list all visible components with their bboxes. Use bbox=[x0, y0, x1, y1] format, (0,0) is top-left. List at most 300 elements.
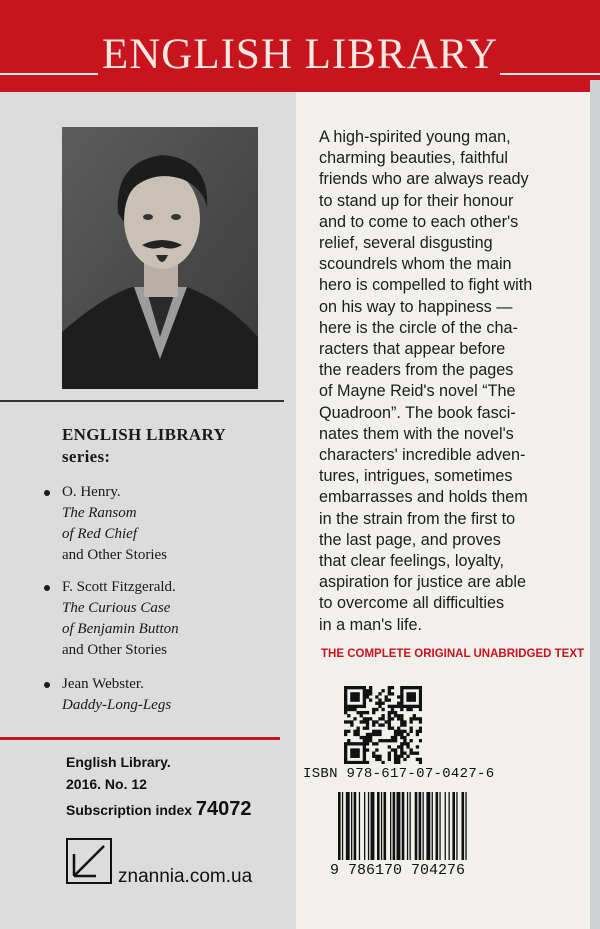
qr-module bbox=[385, 720, 388, 723]
qr-module bbox=[391, 727, 394, 730]
qr-module bbox=[400, 745, 403, 748]
qr-module bbox=[410, 752, 413, 755]
subscription-index bbox=[66, 798, 252, 821]
qr-module bbox=[388, 698, 391, 701]
qr-module bbox=[394, 733, 397, 736]
barcode-bar bbox=[445, 792, 446, 860]
publisher-site: znannia.com.ua bbox=[118, 866, 253, 887]
qr-module bbox=[378, 730, 381, 733]
book-title-line2: of Red Chief bbox=[62, 526, 137, 542]
blurb-line: aspiration for justice are able bbox=[319, 573, 526, 592]
qr-module bbox=[406, 745, 409, 748]
qr-module bbox=[391, 739, 394, 742]
qr-module bbox=[344, 708, 347, 711]
qr-module bbox=[397, 755, 400, 758]
qr-module bbox=[381, 723, 384, 726]
qr-module bbox=[388, 714, 391, 717]
qr-module bbox=[394, 714, 397, 717]
qr-module bbox=[406, 705, 409, 708]
qr-module bbox=[397, 761, 400, 764]
qr-module bbox=[391, 708, 394, 711]
blurb-line: the last page, and proves bbox=[319, 530, 501, 549]
qr-module bbox=[381, 708, 384, 711]
qr-module bbox=[394, 761, 397, 764]
qr-module bbox=[403, 723, 406, 726]
qr-module bbox=[344, 752, 347, 755]
qr-module bbox=[410, 717, 413, 720]
subscription-index-label: Subscription index bbox=[66, 802, 193, 818]
qr-module bbox=[397, 695, 400, 698]
blurb-line: here is the circle of the cha- bbox=[319, 318, 518, 337]
qr-module bbox=[397, 733, 400, 736]
qr-module bbox=[350, 686, 353, 689]
blurb-line: characters' incredible adven- bbox=[319, 446, 526, 465]
qr-module bbox=[356, 755, 359, 758]
qr-module bbox=[363, 698, 366, 701]
qr-module bbox=[363, 755, 366, 758]
blurb-line: nates them with the novel's bbox=[319, 424, 514, 443]
qr-module bbox=[419, 695, 422, 698]
qr-module bbox=[388, 739, 391, 742]
qr-module bbox=[363, 717, 366, 720]
barcode-bar bbox=[397, 792, 401, 860]
qr-module bbox=[356, 742, 359, 745]
qr-module bbox=[419, 739, 422, 742]
blurb-line: hero is compelled to fight with bbox=[319, 276, 533, 295]
blurb-line: that clear feelings, loyalty, bbox=[319, 552, 505, 571]
barcode-bar bbox=[364, 792, 365, 860]
qr-module bbox=[363, 739, 366, 742]
qr-module bbox=[363, 742, 366, 745]
qr-module bbox=[353, 733, 356, 736]
qr-module bbox=[410, 698, 413, 701]
qr-module bbox=[388, 723, 391, 726]
qr-module bbox=[360, 736, 363, 739]
qr-module bbox=[388, 686, 391, 689]
qr-module bbox=[394, 711, 397, 714]
section-divider bbox=[0, 400, 284, 402]
qr-module bbox=[378, 758, 381, 761]
barcode-bar bbox=[342, 792, 343, 860]
book-item bbox=[50, 482, 167, 566]
qr-module bbox=[366, 727, 369, 730]
qr-module bbox=[416, 758, 419, 761]
red-divider bbox=[0, 737, 280, 740]
barcode-bar bbox=[410, 792, 411, 860]
qr-module bbox=[400, 723, 403, 726]
qr-module bbox=[391, 686, 394, 689]
qr-module bbox=[419, 692, 422, 695]
qr-module bbox=[400, 736, 403, 739]
qr-module bbox=[344, 742, 347, 745]
qr-module bbox=[394, 758, 397, 761]
qr-module bbox=[356, 698, 359, 701]
qr-module bbox=[363, 702, 366, 705]
qr-module bbox=[400, 755, 403, 758]
qr-module bbox=[400, 730, 403, 733]
qr-module bbox=[410, 727, 413, 730]
qr-module bbox=[400, 748, 403, 751]
qr-module bbox=[416, 717, 419, 720]
qr-module bbox=[416, 705, 419, 708]
qr-module bbox=[375, 758, 378, 761]
qr-module bbox=[391, 748, 394, 751]
barcode-bar bbox=[456, 792, 457, 860]
qr-module bbox=[347, 742, 350, 745]
qr-module bbox=[403, 705, 406, 708]
bullet-icon bbox=[44, 490, 50, 496]
qr-module bbox=[378, 705, 381, 708]
banner-title: ENGLISH LIBRARY bbox=[101, 31, 499, 78]
qr-module bbox=[394, 739, 397, 742]
qr-module bbox=[360, 686, 363, 689]
qr-module bbox=[372, 752, 375, 755]
blurb-line: charming beauties, faithful bbox=[319, 149, 508, 168]
qr-module bbox=[350, 698, 353, 701]
barcode-bar bbox=[415, 792, 418, 860]
qr-module bbox=[347, 714, 350, 717]
qr-module bbox=[356, 686, 359, 689]
qr-module bbox=[347, 730, 350, 733]
qr-module bbox=[400, 714, 403, 717]
qr-module bbox=[366, 711, 369, 714]
qr-module bbox=[369, 736, 372, 739]
qr-module bbox=[406, 742, 409, 745]
qr-module bbox=[347, 720, 350, 723]
qr-module bbox=[353, 695, 356, 698]
qr-module bbox=[403, 758, 406, 761]
qr-module bbox=[378, 717, 381, 720]
qr-module bbox=[400, 689, 403, 692]
series-heading-line1: ENGLISH LIBRARY bbox=[62, 425, 227, 444]
qr-module bbox=[385, 698, 388, 701]
qr-module bbox=[416, 752, 419, 755]
qr-module bbox=[363, 727, 366, 730]
qr-module bbox=[378, 733, 381, 736]
qr-module bbox=[391, 705, 394, 708]
qr-module bbox=[356, 752, 359, 755]
qr-module bbox=[363, 686, 366, 689]
qr-module bbox=[356, 748, 359, 751]
qr-module bbox=[381, 689, 384, 692]
qr-code-icon bbox=[344, 686, 422, 764]
qr-module bbox=[378, 723, 381, 726]
qr-module bbox=[394, 752, 397, 755]
qr-module bbox=[363, 705, 366, 708]
qr-module bbox=[403, 686, 406, 689]
barcode-bar bbox=[390, 792, 391, 860]
qr-module bbox=[347, 708, 350, 711]
qr-module bbox=[397, 717, 400, 720]
barcode-icon bbox=[336, 792, 512, 862]
qr-module bbox=[353, 730, 356, 733]
qr-module bbox=[347, 686, 350, 689]
qr-module bbox=[391, 717, 394, 720]
blurb-line: in a man's life. bbox=[319, 615, 422, 634]
qr-module bbox=[344, 761, 347, 764]
qr-module bbox=[381, 739, 384, 742]
qr-module bbox=[372, 720, 375, 723]
qr-module bbox=[388, 692, 391, 695]
qr-module bbox=[344, 698, 347, 701]
qr-module bbox=[372, 711, 375, 714]
qr-module bbox=[375, 748, 378, 751]
qr-module bbox=[360, 742, 363, 745]
ean-digits: 9 786170 704276 bbox=[330, 862, 466, 879]
subscription-index-value: 74072 bbox=[195, 798, 252, 820]
qr-module bbox=[410, 692, 413, 695]
qr-module bbox=[378, 698, 381, 701]
qr-module bbox=[372, 708, 375, 711]
blurb-line: friends who are always ready bbox=[319, 170, 529, 189]
qr-module bbox=[353, 705, 356, 708]
qr-module bbox=[400, 752, 403, 755]
qr-module bbox=[353, 708, 356, 711]
qr-module bbox=[419, 717, 422, 720]
qr-module bbox=[403, 736, 406, 739]
qr-module bbox=[360, 720, 363, 723]
isbn-number: ISBN 978-617-07-0427-6 bbox=[303, 766, 495, 782]
qr-module bbox=[413, 714, 416, 717]
blurb-line: of Mayne Reid's novel “The bbox=[319, 382, 516, 401]
qr-module bbox=[344, 730, 347, 733]
qr-module bbox=[400, 692, 403, 695]
blurb-line: scoundrels whom the main bbox=[319, 255, 512, 274]
barcode-bar bbox=[452, 792, 455, 860]
unabridged-notice: THE COMPLETE ORIGINAL UNABRIDGED TEXT bbox=[321, 648, 585, 660]
qr-module bbox=[391, 736, 394, 739]
blurb-line: in the strain from the first to bbox=[319, 509, 516, 528]
qr-module bbox=[356, 730, 359, 733]
spine-edge bbox=[590, 80, 600, 929]
qr-module bbox=[366, 733, 369, 736]
qr-module bbox=[350, 692, 353, 695]
qr-module bbox=[344, 745, 347, 748]
series-heading bbox=[62, 424, 226, 468]
qr-module bbox=[369, 717, 372, 720]
qr-module bbox=[372, 723, 375, 726]
qr-module bbox=[391, 692, 394, 695]
book-blurb bbox=[319, 127, 581, 636]
qr-module bbox=[400, 733, 403, 736]
qr-module bbox=[388, 758, 391, 761]
qr-module bbox=[394, 736, 397, 739]
qr-module bbox=[356, 711, 359, 714]
qr-module bbox=[388, 727, 391, 730]
qr-module bbox=[344, 758, 347, 761]
qr-module bbox=[344, 720, 347, 723]
qr-module bbox=[375, 730, 378, 733]
blurb-line: on his way to happiness — bbox=[319, 297, 513, 316]
qr-module bbox=[369, 692, 372, 695]
qr-module bbox=[356, 695, 359, 698]
qr-module bbox=[375, 755, 378, 758]
qr-module bbox=[388, 717, 391, 720]
barcode-bar bbox=[371, 792, 375, 860]
qr-module bbox=[366, 761, 369, 764]
qr-module bbox=[372, 755, 375, 758]
qr-module bbox=[400, 702, 403, 705]
qr-module bbox=[397, 727, 400, 730]
qr-module bbox=[375, 702, 378, 705]
qr-module bbox=[400, 695, 403, 698]
barcode-bar bbox=[346, 792, 350, 860]
book-title-line1: The Curious Case bbox=[62, 600, 171, 616]
qr-module bbox=[375, 720, 378, 723]
qr-module bbox=[403, 742, 406, 745]
qr-module bbox=[344, 733, 347, 736]
qr-module bbox=[356, 733, 359, 736]
qr-module bbox=[419, 686, 422, 689]
qr-module bbox=[369, 739, 372, 742]
qr-module bbox=[397, 730, 400, 733]
barcode-bar bbox=[338, 792, 341, 860]
qr-module bbox=[413, 705, 416, 708]
qr-module bbox=[356, 761, 359, 764]
qr-module bbox=[360, 714, 363, 717]
blurb-line: Quadroon”. The book fasci- bbox=[319, 403, 516, 422]
qr-module bbox=[350, 742, 353, 745]
qr-module bbox=[372, 742, 375, 745]
qr-module bbox=[372, 733, 375, 736]
qr-module bbox=[416, 745, 419, 748]
qr-module bbox=[397, 714, 400, 717]
qr-module bbox=[363, 761, 366, 764]
qr-module bbox=[366, 736, 369, 739]
bullet-icon bbox=[44, 682, 50, 688]
barcode-bar bbox=[439, 792, 440, 860]
qr-module bbox=[350, 708, 353, 711]
qr-module bbox=[388, 752, 391, 755]
magazine-line1: English Library. bbox=[66, 754, 171, 770]
blurb-line: to overcome all difficulties bbox=[319, 594, 505, 613]
qr-module bbox=[403, 730, 406, 733]
qr-module bbox=[410, 748, 413, 751]
qr-module bbox=[419, 720, 422, 723]
qr-module bbox=[388, 745, 391, 748]
qr-module bbox=[385, 739, 388, 742]
barcode-bar bbox=[377, 792, 380, 860]
qr-module bbox=[366, 695, 369, 698]
qr-module bbox=[397, 758, 400, 761]
qr-module bbox=[363, 758, 366, 761]
qr-module bbox=[410, 705, 413, 708]
qr-module bbox=[366, 739, 369, 742]
qr-module bbox=[419, 698, 422, 701]
qr-module bbox=[419, 705, 422, 708]
qr-module bbox=[419, 689, 422, 692]
qr-module bbox=[394, 755, 397, 758]
barcode-bar bbox=[402, 792, 405, 860]
qr-module bbox=[375, 708, 378, 711]
qr-module bbox=[388, 689, 391, 692]
qr-module bbox=[413, 698, 416, 701]
qr-module bbox=[344, 692, 347, 695]
qr-module bbox=[375, 695, 378, 698]
qr-module bbox=[344, 755, 347, 758]
qr-module bbox=[369, 698, 372, 701]
qr-module bbox=[360, 705, 363, 708]
qr-module bbox=[400, 717, 403, 720]
qr-module bbox=[388, 711, 391, 714]
blurb-line: embarrasses and holds them bbox=[319, 488, 528, 507]
qr-module bbox=[410, 720, 413, 723]
barcode-bar bbox=[419, 792, 422, 860]
qr-module bbox=[410, 695, 413, 698]
qr-module bbox=[381, 702, 384, 705]
qr-module bbox=[344, 689, 347, 692]
barcode-bar bbox=[351, 792, 352, 860]
qr-module bbox=[366, 689, 369, 692]
qr-module bbox=[403, 739, 406, 742]
qr-module bbox=[406, 692, 409, 695]
qr-module bbox=[369, 733, 372, 736]
qr-module bbox=[347, 739, 350, 742]
blurb-line: relief, several disgusting bbox=[319, 234, 493, 253]
qr-module bbox=[375, 733, 378, 736]
qr-module bbox=[378, 702, 381, 705]
qr-module bbox=[353, 748, 356, 751]
qr-module bbox=[394, 705, 397, 708]
barcode-bar bbox=[368, 792, 369, 860]
blurb-line: racters that appear before bbox=[319, 340, 506, 359]
qr-module bbox=[413, 695, 416, 698]
qr-module bbox=[363, 692, 366, 695]
qr-module bbox=[419, 758, 422, 761]
qr-module bbox=[350, 761, 353, 764]
qr-module bbox=[353, 698, 356, 701]
qr-module bbox=[397, 745, 400, 748]
qr-module bbox=[381, 761, 384, 764]
barcode-bar bbox=[393, 792, 396, 860]
series-heading-line2: series: bbox=[62, 447, 111, 466]
qr-module bbox=[344, 748, 347, 751]
barcode-bar bbox=[465, 792, 466, 860]
blurb-line: A high-spirited young man, bbox=[319, 128, 511, 146]
qr-module bbox=[385, 695, 388, 698]
qr-module bbox=[406, 698, 409, 701]
qr-module bbox=[410, 739, 413, 742]
qr-module bbox=[353, 755, 356, 758]
magazine-line2: 2016. No. 12 bbox=[66, 776, 147, 792]
barcode-bar bbox=[462, 792, 465, 860]
blurb-line: the readers from the pages bbox=[319, 361, 514, 380]
book-title-line1: The Ransom bbox=[62, 505, 137, 521]
qr-module bbox=[353, 692, 356, 695]
qr-module bbox=[381, 714, 384, 717]
barcode-bar bbox=[432, 792, 433, 860]
qr-module bbox=[397, 702, 400, 705]
qr-module bbox=[344, 695, 347, 698]
qr-module bbox=[347, 705, 350, 708]
qr-module bbox=[350, 705, 353, 708]
qr-module bbox=[344, 711, 347, 714]
qr-module bbox=[388, 720, 391, 723]
book-title-line2: of Benjamin Button bbox=[62, 621, 179, 637]
qr-module bbox=[403, 720, 406, 723]
qr-module bbox=[400, 708, 403, 711]
qr-module bbox=[363, 752, 366, 755]
qr-module bbox=[366, 723, 369, 726]
qr-module bbox=[366, 720, 369, 723]
qr-module bbox=[406, 686, 409, 689]
barcode-bar bbox=[359, 792, 360, 860]
qr-module bbox=[353, 752, 356, 755]
qr-module bbox=[388, 755, 391, 758]
qr-module bbox=[406, 695, 409, 698]
qr-module bbox=[416, 686, 419, 689]
book-author: F. Scott Fitzgerald. bbox=[62, 579, 176, 595]
